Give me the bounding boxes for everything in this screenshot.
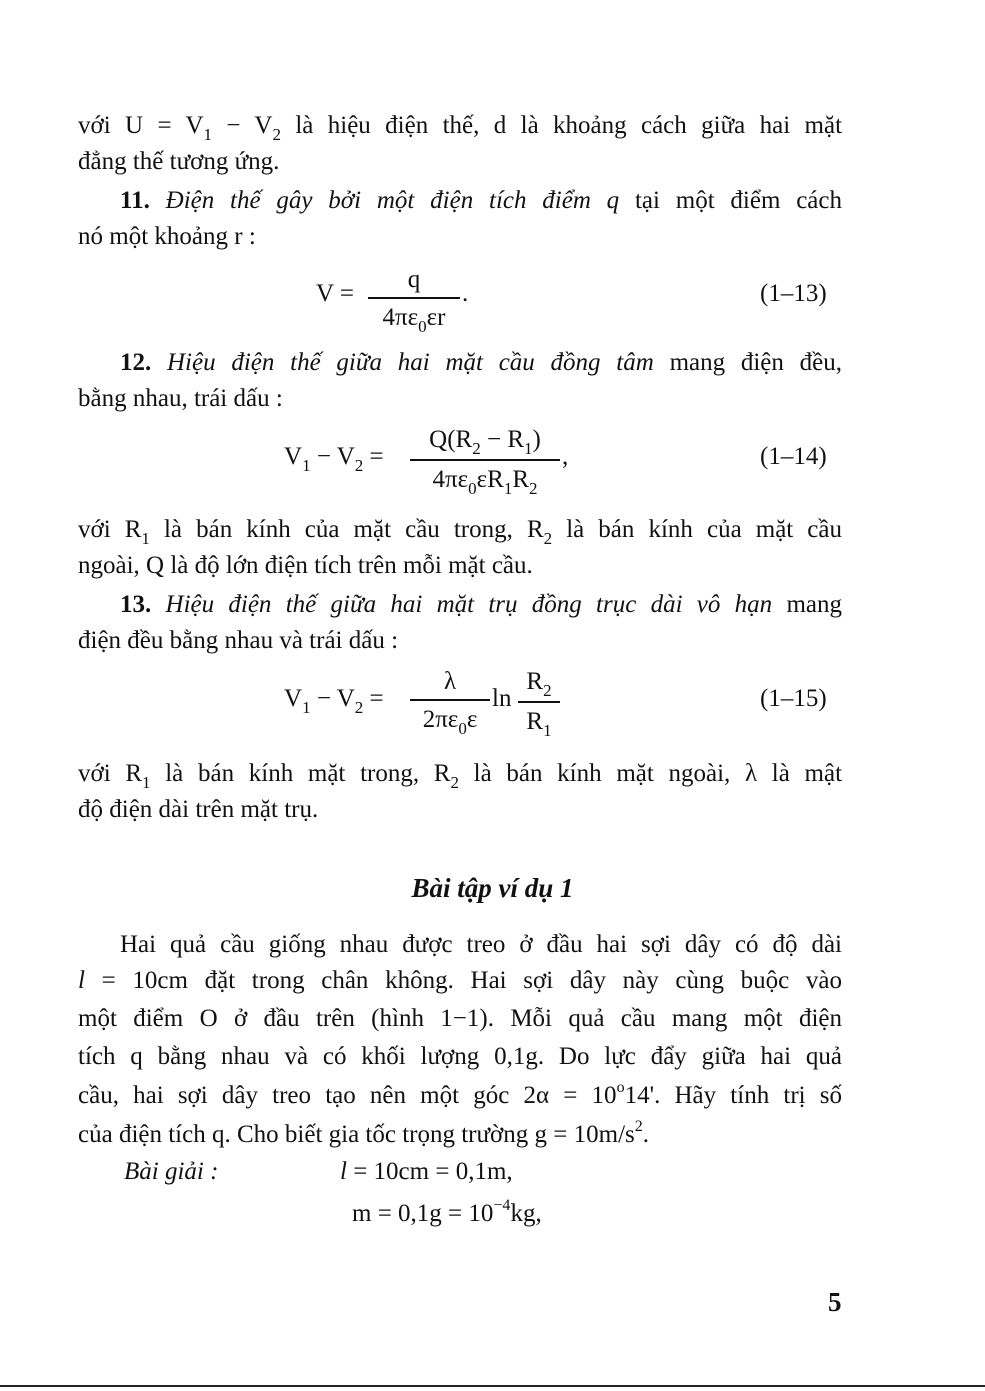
text-line: đẳng thế tương ứng. xyxy=(78,148,280,175)
text-segment: tại một điểm cách xyxy=(619,187,843,214)
equation-1-14-lhs: $V_1 - V_2$ = xyxy=(284,443,384,475)
denominator: $4\pi\varepsilon_0\varepsilon R_1R_2$ xyxy=(432,466,538,498)
text-segment: − V xyxy=(212,112,273,139)
equation-1-13-label: (1–13) xyxy=(760,280,827,307)
text-line: Hai quả cầu giống nhau được treo ở đầu hai sợi dây có độ dài xyxy=(120,931,842,958)
text-line: của điện tích q. Cho biết gia tốc trọng trường $g = 10m/s^2$. xyxy=(78,1118,650,1148)
equation-1-14-tail: , xyxy=(562,443,569,470)
equation-1-13-lhs: V = xyxy=(316,280,354,307)
bottom-edge-rule xyxy=(0,1385,985,1387)
fraction-bar xyxy=(410,699,490,701)
example-heading: Bài tập ví dụ 1 xyxy=(411,873,574,903)
fraction-bar xyxy=(518,701,560,703)
fraction-bar xyxy=(368,297,460,299)
equation-1-13-tail: . xyxy=(462,280,469,307)
text-segment: là hiệu điện thế, d là khoảng cách giữa hai mặt xyxy=(280,112,843,139)
item-number: 13. xyxy=(120,591,152,618)
solution-label: Bài giải : xyxy=(124,1158,219,1185)
item-title: Hiệu điện thế giữa hai mặt cầu đồng tâm xyxy=(151,349,654,376)
text-line: độ điện dài trên mặt trụ. xyxy=(78,796,319,823)
subscript: 2 xyxy=(272,125,281,144)
item-13-heading xyxy=(120,587,842,623)
equation-1-15-fraction-1 xyxy=(410,667,490,737)
denominator: $4\pi\varepsilon_0\varepsilon r$ xyxy=(382,304,446,336)
page-number: 5 xyxy=(828,1287,842,1317)
numerator: $Q(R_2 - R_1)$ xyxy=(429,426,541,458)
numerator: $R_2$ xyxy=(526,668,552,700)
numerator: λ xyxy=(443,668,457,695)
text-segment: mang xyxy=(772,591,842,618)
given-mass: $m = 0,1g = 10^{-4}kg$, xyxy=(352,1197,542,1227)
item-number: 12. xyxy=(120,349,152,376)
item-number: 11. xyxy=(120,187,150,214)
text-line xyxy=(78,108,842,146)
subscript: 1 xyxy=(203,125,213,144)
text-line: tích q bằng nhau và có khối lượng 0,1g. Do lực đẩy giữa hai quả xyxy=(78,1043,842,1070)
text-segment: mang điện đều, xyxy=(653,349,842,376)
item-title: Điện thế gây bởi một điện tích điểm q xyxy=(149,187,620,214)
item-11-heading xyxy=(120,183,842,219)
numerator: q xyxy=(407,266,421,293)
item-title: Hiệu điện thế giữa hai mặt trụ đồng trục dài vô hạn xyxy=(151,591,773,618)
denominator: $2\pi\varepsilon_0\varepsilon$ xyxy=(422,706,478,738)
text-line: ngoài, Q là độ lớn điện tích trên mỗi mặt cầu. xyxy=(78,552,533,579)
text-line: bằng nhau, trái dấu : xyxy=(78,385,283,412)
text-line: cầu, hai sợi dây treo tạo nên một góc $2\alpha = 10^o14'$. Hãy tính trị số xyxy=(78,1079,842,1109)
text-segment: với U = V xyxy=(78,112,204,139)
text-line: với $R_1$ là bán kính mặt trong, $R_2$ là bán kính mặt ngoài, λ là mật xyxy=(78,760,843,792)
text-line: l = 10cm đặt trong chân không. Hai sợi dây này cùng buộc vào xyxy=(78,967,842,994)
equation-1-15-ln: ln xyxy=(492,685,512,712)
equation-1-15-fraction-2 xyxy=(518,667,560,739)
equation-1-13-fraction xyxy=(368,265,460,335)
item-12-heading xyxy=(120,345,842,381)
given-length: l = 10cm = 0,1m, xyxy=(340,1158,513,1185)
equation-1-15-label: (1–15) xyxy=(760,685,827,712)
text-line: với $R_1$ là bán kính của mặt cầu trong, $R_2$ là bán kính của mặt cầu xyxy=(78,516,842,548)
denominator: $R_1$ xyxy=(526,708,552,740)
text-line: điện đều bằng nhau và trái dấu : xyxy=(78,627,399,654)
text-line: nó một khoảng r : xyxy=(78,223,256,250)
fraction-bar xyxy=(410,459,560,461)
equation-1-15-lhs: $V_1 - V_2$ = xyxy=(284,685,384,717)
equation-1-14-label: (1–14) xyxy=(760,443,827,470)
equation-1-14-fraction xyxy=(410,425,560,497)
text-line: một điểm O ở đầu trên (hình 1−1). Mỗi quả cầu mang một điện xyxy=(78,1005,842,1032)
